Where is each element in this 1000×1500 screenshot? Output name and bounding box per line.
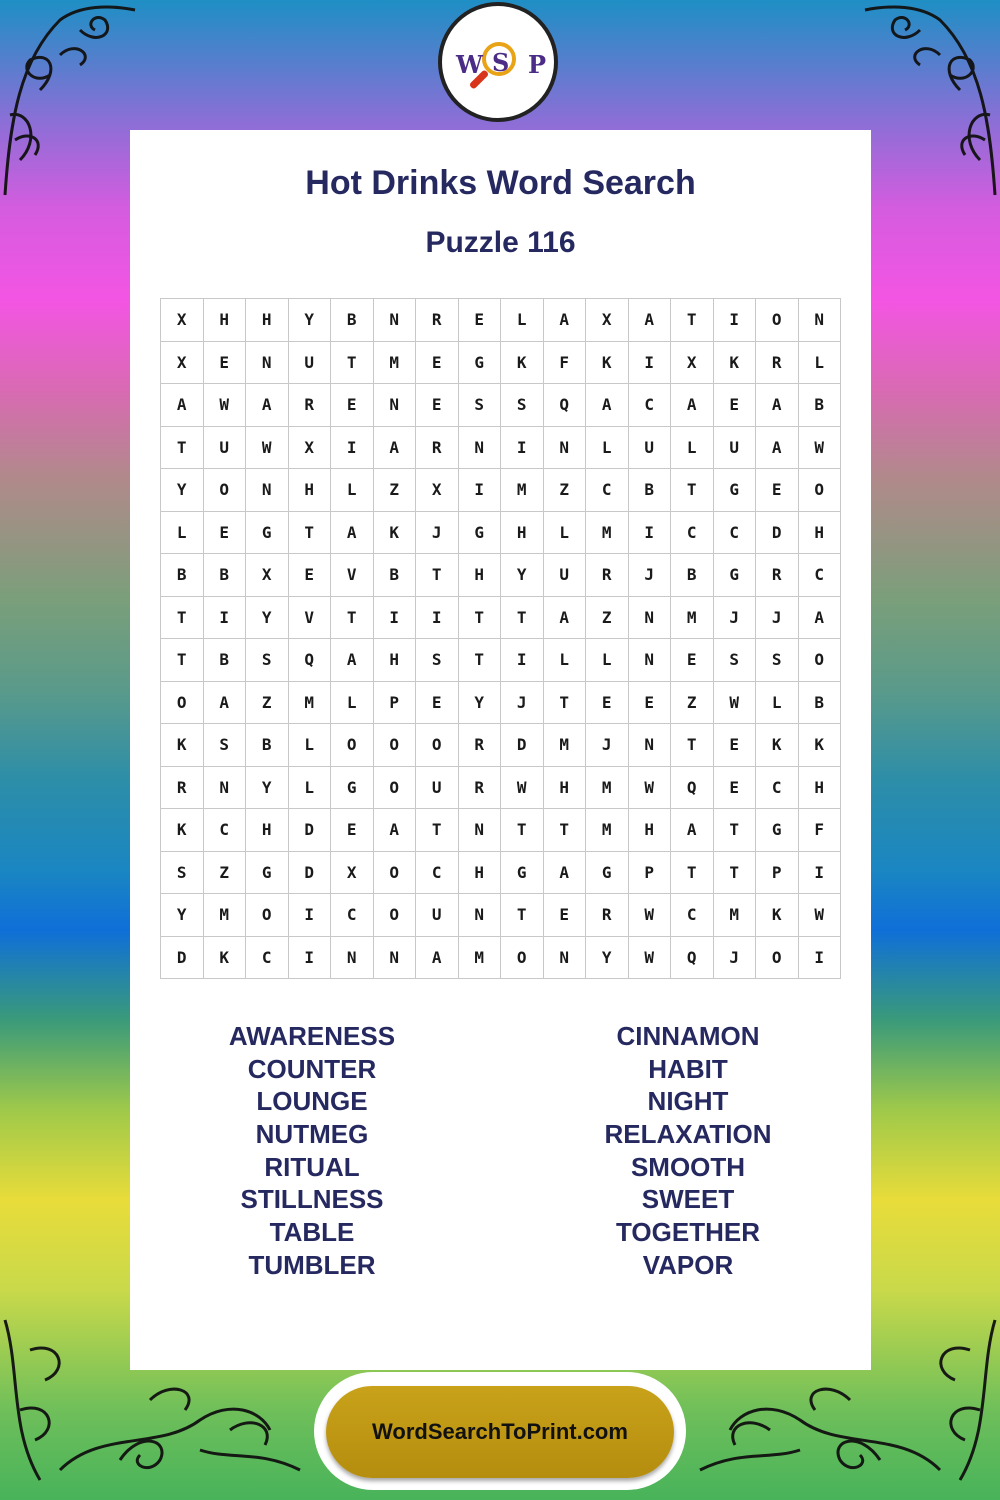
grid-cell[interactable]: L (289, 767, 332, 810)
grid-cell[interactable]: F (544, 342, 587, 385)
grid-cell[interactable]: J (501, 682, 544, 725)
grid-cell[interactable]: L (671, 427, 714, 470)
grid-cell[interactable]: E (714, 767, 757, 810)
grid-cell[interactable]: V (289, 597, 332, 640)
grid-cell[interactable]: S (246, 639, 289, 682)
grid-cell[interactable]: W (799, 427, 842, 470)
grid-cell[interactable]: N (246, 342, 289, 385)
grid-cell[interactable]: C (416, 852, 459, 895)
logo-letter-w: W (456, 50, 483, 79)
grid-cell[interactable]: Y (161, 894, 204, 937)
grid-cell[interactable]: Y (289, 299, 332, 342)
grid-cell[interactable]: O (246, 894, 289, 937)
grid-cell[interactable]: P (756, 852, 799, 895)
grid-cell[interactable]: D (501, 724, 544, 767)
grid-cell[interactable]: J (714, 937, 757, 980)
grid-cell[interactable]: E (544, 894, 587, 937)
grid-cell[interactable]: W (246, 427, 289, 470)
grid-cell[interactable]: Q (289, 639, 332, 682)
grid-cell[interactable]: K (586, 342, 629, 385)
grid-cell[interactable]: L (756, 682, 799, 725)
grid-cell[interactable]: X (161, 342, 204, 385)
grid-cell[interactable]: T (671, 299, 714, 342)
grid-cell[interactable]: G (586, 852, 629, 895)
grid-cell[interactable]: K (756, 894, 799, 937)
grid-cell[interactable]: A (544, 852, 587, 895)
grid-cell[interactable]: O (416, 724, 459, 767)
grid-cell[interactable]: I (629, 342, 672, 385)
grid-cell[interactable]: T (671, 724, 714, 767)
word-list-item: SMOOTH (630, 1151, 746, 1182)
letter-grid (160, 298, 841, 979)
grid-cell[interactable]: S (714, 639, 757, 682)
grid-cell[interactable]: B (799, 682, 842, 725)
grid-cell[interactable]: U (416, 767, 459, 810)
grid-cell[interactable]: H (544, 767, 587, 810)
grid-cell[interactable]: D (289, 809, 332, 852)
grid-cell[interactable]: J (756, 597, 799, 640)
grid-cell[interactable]: V (331, 554, 374, 597)
grid-cell[interactable]: W (629, 894, 672, 937)
grid-cell[interactable]: O (374, 852, 417, 895)
grid-cell[interactable]: E (459, 299, 502, 342)
grid-cell[interactable]: T (714, 852, 757, 895)
grid-cell[interactable]: O (799, 639, 842, 682)
grid-cell[interactable]: M (374, 342, 417, 385)
grid-cell[interactable]: S (501, 384, 544, 427)
grid-cell[interactable]: W (714, 682, 757, 725)
grid-cell[interactable]: Y (161, 469, 204, 512)
grid-cell[interactable]: C (671, 512, 714, 555)
ornament-top-left (0, 0, 140, 200)
grid-cell[interactable]: S (416, 639, 459, 682)
grid-cell[interactable]: C (756, 767, 799, 810)
grid-cell[interactable]: H (246, 299, 289, 342)
grid-cell[interactable]: O (161, 682, 204, 725)
website-link-button[interactable]: WordSearchToPrint.com (326, 1386, 674, 1478)
grid-cell[interactable]: O (374, 767, 417, 810)
grid-cell[interactable]: M (459, 937, 502, 980)
grid-cell[interactable]: U (289, 342, 332, 385)
grid-cell[interactable]: E (416, 384, 459, 427)
grid-cell[interactable]: R (756, 342, 799, 385)
grid-cell[interactable]: E (714, 384, 757, 427)
grid-cell[interactable]: A (374, 427, 417, 470)
grid-cell[interactable]: H (204, 299, 247, 342)
grid-cell[interactable]: P (374, 682, 417, 725)
grid-cell[interactable]: E (671, 639, 714, 682)
grid-cell[interactable]: L (544, 639, 587, 682)
grid-cell[interactable]: U (416, 894, 459, 937)
grid-cell[interactable]: I (204, 597, 247, 640)
grid-cell[interactable]: W (629, 937, 672, 980)
grid-cell[interactable]: M (586, 767, 629, 810)
word-list-item: NUTMEG (255, 1119, 369, 1150)
grid-cell[interactable]: X (246, 554, 289, 597)
grid-cell[interactable]: I (629, 512, 672, 555)
word-list-item: TOGETHER (616, 1217, 760, 1248)
grid-cell[interactable]: A (161, 384, 204, 427)
grid-cell[interactable]: C (799, 554, 842, 597)
word-list-item: AWARENESS (228, 1021, 396, 1051)
grid-cell[interactable]: M (714, 894, 757, 937)
grid-cell[interactable]: H (799, 512, 842, 555)
grid-cell[interactable]: E (289, 554, 332, 597)
grid-cell[interactable]: A (331, 639, 374, 682)
grid-cell[interactable]: X (289, 427, 332, 470)
grid-cell[interactable]: Y (501, 554, 544, 597)
grid-cell[interactable]: T (714, 809, 757, 852)
grid-cell[interactable]: E (204, 512, 247, 555)
grid-cell[interactable]: L (544, 512, 587, 555)
grid-cell[interactable]: A (246, 384, 289, 427)
grid-cell[interactable]: S (756, 639, 799, 682)
grid-cell[interactable]: G (714, 469, 757, 512)
grid-cell[interactable]: L (161, 512, 204, 555)
grid-cell[interactable]: O (204, 469, 247, 512)
grid-cell[interactable]: Y (586, 937, 629, 980)
grid-cell[interactable]: K (799, 724, 842, 767)
grid-cell[interactable]: N (459, 809, 502, 852)
grid-cell[interactable]: Q (671, 937, 714, 980)
grid-cell[interactable]: X (671, 342, 714, 385)
grid-cell[interactable]: H (799, 767, 842, 810)
grid-cell[interactable]: B (331, 299, 374, 342)
grid-cell[interactable]: A (586, 384, 629, 427)
grid-cell[interactable]: N (246, 469, 289, 512)
grid-cell[interactable]: O (756, 299, 799, 342)
grid-cell[interactable]: W (204, 384, 247, 427)
grid-cell[interactable]: U (714, 427, 757, 470)
grid-cell[interactable]: N (459, 894, 502, 937)
grid-cell[interactable]: D (289, 852, 332, 895)
page-title: Hot Drinks Word Search (305, 164, 696, 202)
word-list-item: NIGHT (647, 1086, 729, 1117)
grid-cell[interactable]: R (289, 384, 332, 427)
grid-cell[interactable]: I (501, 639, 544, 682)
grid-cell[interactable]: R (459, 767, 502, 810)
grid-cell[interactable]: G (756, 809, 799, 852)
grid-cell[interactable]: K (204, 937, 247, 980)
grid-cell[interactable]: G (246, 852, 289, 895)
grid-cell[interactable]: R (416, 299, 459, 342)
grid-cell[interactable]: H (501, 512, 544, 555)
grid-cell[interactable]: A (204, 682, 247, 725)
grid-cell[interactable]: M (586, 512, 629, 555)
grid-cell[interactable]: I (331, 427, 374, 470)
grid-cell[interactable]: E (416, 682, 459, 725)
grid-cell[interactable]: A (331, 512, 374, 555)
grid-cell[interactable]: R (459, 724, 502, 767)
grid-cell[interactable]: Q (671, 767, 714, 810)
grid-cell[interactable]: L (586, 427, 629, 470)
grid-cell[interactable]: M (671, 597, 714, 640)
grid-cell[interactable]: Z (671, 682, 714, 725)
logo-letter-p: P (528, 50, 547, 79)
grid-cell[interactable]: A (374, 809, 417, 852)
grid-cell[interactable]: X (586, 299, 629, 342)
grid-cell[interactable]: C (204, 809, 247, 852)
grid-cell[interactable]: C (331, 894, 374, 937)
grid-cell[interactable]: C (586, 469, 629, 512)
grid-cell[interactable]: K (501, 342, 544, 385)
grid-cell[interactable]: A (799, 597, 842, 640)
grid-cell[interactable]: A (756, 384, 799, 427)
grid-cell[interactable]: O (756, 937, 799, 980)
grid-cell[interactable]: S (204, 724, 247, 767)
grid-cell[interactable]: N (374, 937, 417, 980)
grid-cell[interactable]: O (374, 724, 417, 767)
grid-cell[interactable]: H (246, 809, 289, 852)
grid-cell[interactable]: X (161, 299, 204, 342)
grid-cell[interactable]: M (544, 724, 587, 767)
grid-cell[interactable]: W (501, 767, 544, 810)
grid-cell[interactable]: Z (544, 469, 587, 512)
grid-cell[interactable]: I (289, 937, 332, 980)
grid-cell[interactable]: H (459, 554, 502, 597)
grid-cell[interactable]: B (246, 724, 289, 767)
grid-cell[interactable]: U (204, 427, 247, 470)
word-list-item: LOUNGE (256, 1086, 368, 1117)
grid-cell[interactable]: I (374, 597, 417, 640)
grid-cell[interactable]: X (416, 469, 459, 512)
grid-cell[interactable]: N (374, 299, 417, 342)
grid-cell[interactable]: G (501, 852, 544, 895)
grid-cell[interactable]: Z (586, 597, 629, 640)
grid-cell[interactable]: A (629, 299, 672, 342)
grid-cell[interactable]: N (204, 767, 247, 810)
grid-cell[interactable]: N (374, 384, 417, 427)
grid-cell[interactable]: R (756, 554, 799, 597)
word-list-item: SWEET (641, 1184, 735, 1215)
grid-cell[interactable]: Y (459, 682, 502, 725)
grid-cell[interactable]: L (586, 639, 629, 682)
word-list-right (538, 1020, 838, 1282)
grid-cell[interactable]: N (544, 937, 587, 980)
grid-cell[interactable]: M (586, 809, 629, 852)
grid-cell[interactable]: U (544, 554, 587, 597)
grid-cell[interactable]: T (331, 597, 374, 640)
grid-cell[interactable]: T (161, 427, 204, 470)
grid-cell[interactable]: A (671, 809, 714, 852)
grid-cell[interactable]: E (331, 384, 374, 427)
grid-cell[interactable]: I (459, 469, 502, 512)
grid-cell[interactable]: D (161, 937, 204, 980)
grid-cell[interactable]: B (204, 639, 247, 682)
grid-cell[interactable]: M (289, 682, 332, 725)
grid-cell[interactable]: K (756, 724, 799, 767)
grid-cell[interactable]: X (331, 852, 374, 895)
ornament-top-right (860, 0, 1000, 200)
grid-cell[interactable]: T (544, 682, 587, 725)
puzzle-number: Puzzle 116 (425, 226, 576, 259)
grid-cell[interactable]: L (501, 299, 544, 342)
grid-cell[interactable]: R (586, 894, 629, 937)
grid-cell[interactable]: N (799, 299, 842, 342)
word-list-item: RITUAL (264, 1151, 360, 1182)
grid-cell[interactable]: L (799, 342, 842, 385)
grid-cell[interactable]: T (671, 852, 714, 895)
grid-cell[interactable]: O (799, 469, 842, 512)
grid-cell[interactable]: I (501, 427, 544, 470)
grid-cell[interactable]: L (331, 682, 374, 725)
grid-cell[interactable]: M (501, 469, 544, 512)
grid-cell[interactable]: E (204, 342, 247, 385)
grid-cell[interactable]: Z (246, 682, 289, 725)
puzzle-panel (130, 130, 871, 1370)
word-list-item: TUMBLER (248, 1249, 376, 1280)
grid-cell[interactable]: K (161, 809, 204, 852)
grid-cell[interactable]: E (331, 809, 374, 852)
grid-cell[interactable]: J (586, 724, 629, 767)
grid-cell[interactable]: E (416, 342, 459, 385)
grid-cell[interactable]: N (629, 639, 672, 682)
grid-cell[interactable]: E (756, 469, 799, 512)
grid-cell[interactable]: H (289, 469, 332, 512)
grid-cell[interactable]: T (416, 809, 459, 852)
grid-cell[interactable]: G (246, 512, 289, 555)
grid-cell[interactable]: T (289, 512, 332, 555)
grid-cell[interactable]: K (374, 512, 417, 555)
grid-cell[interactable]: B (204, 554, 247, 597)
grid-cell[interactable]: M (204, 894, 247, 937)
grid-cell[interactable]: T (671, 469, 714, 512)
word-list-item: CINNAMON (616, 1021, 760, 1051)
grid-cell[interactable]: O (374, 894, 417, 937)
grid-cell[interactable]: C (671, 894, 714, 937)
grid-cell[interactable]: A (544, 597, 587, 640)
grid-cell[interactable]: H (374, 639, 417, 682)
grid-cell[interactable]: Z (374, 469, 417, 512)
grid-cell[interactable]: A (671, 384, 714, 427)
grid-cell[interactable]: B (799, 384, 842, 427)
word-list-left (162, 1020, 462, 1282)
grid-cell[interactable]: H (459, 852, 502, 895)
grid-cell[interactable]: A (756, 427, 799, 470)
grid-cell[interactable]: H (629, 809, 672, 852)
site-logo[interactable] (438, 2, 558, 122)
grid-cell[interactable]: T (501, 597, 544, 640)
grid-cell[interactable]: F (799, 809, 842, 852)
grid-cell[interactable]: J (714, 597, 757, 640)
grid-cell[interactable]: R (416, 427, 459, 470)
word-list-item: HABIT (648, 1053, 728, 1084)
grid-cell[interactable]: T (459, 597, 502, 640)
grid-cell[interactable]: E (586, 682, 629, 725)
grid-cell[interactable]: U (629, 427, 672, 470)
word-list-item: TABLE (269, 1217, 355, 1248)
grid-cell[interactable]: T (544, 809, 587, 852)
word-list-item: COUNTER (247, 1053, 377, 1084)
grid-cell[interactable]: J (416, 512, 459, 555)
grid-cell[interactable]: I (714, 299, 757, 342)
grid-cell[interactable]: T (161, 639, 204, 682)
word-list-item: STILLNESS (240, 1184, 384, 1215)
grid-cell[interactable]: W (799, 894, 842, 937)
grid-cell[interactable]: E (629, 682, 672, 725)
grid-cell[interactable]: T (331, 342, 374, 385)
grid-cell[interactable]: B (161, 554, 204, 597)
grid-cell[interactable]: T (416, 554, 459, 597)
grid-cell[interactable]: I (289, 894, 332, 937)
grid-cell[interactable]: C (246, 937, 289, 980)
grid-cell[interactable]: O (501, 937, 544, 980)
grid-cell[interactable]: K (714, 342, 757, 385)
grid-cell[interactable]: R (161, 767, 204, 810)
grid-cell[interactable]: Z (204, 852, 247, 895)
logo-letter-s: S (492, 48, 510, 77)
grid-cell[interactable]: C (629, 384, 672, 427)
grid-cell[interactable]: J (629, 554, 672, 597)
grid-cell[interactable]: I (416, 597, 459, 640)
grid-cell[interactable]: S (459, 384, 502, 427)
grid-cell[interactable]: G (714, 554, 757, 597)
grid-cell[interactable]: B (671, 554, 714, 597)
grid-cell[interactable]: L (331, 469, 374, 512)
grid-cell[interactable]: I (799, 852, 842, 895)
grid-cell[interactable]: K (161, 724, 204, 767)
grid-cell[interactable]: Y (246, 597, 289, 640)
grid-cell[interactable]: T (501, 894, 544, 937)
grid-cell[interactable]: G (331, 767, 374, 810)
grid-cell[interactable]: B (629, 469, 672, 512)
grid-cell[interactable]: N (629, 724, 672, 767)
grid-cell[interactable]: Q (544, 384, 587, 427)
word-list-item: VAPOR (642, 1249, 734, 1280)
grid-cell[interactable]: N (331, 937, 374, 980)
grid-cell[interactable]: D (756, 512, 799, 555)
grid-cell[interactable]: T (459, 639, 502, 682)
grid-cell[interactable]: G (459, 342, 502, 385)
grid-cell[interactable]: A (416, 937, 459, 980)
grid-cell[interactable]: T (161, 597, 204, 640)
grid-cell[interactable]: E (714, 724, 757, 767)
grid-cell[interactable]: O (331, 724, 374, 767)
grid-cell[interactable]: N (629, 597, 672, 640)
grid-cell[interactable]: G (459, 512, 502, 555)
grid-cell[interactable]: I (799, 937, 842, 980)
grid-cell[interactable]: S (161, 852, 204, 895)
grid-cell[interactable]: P (629, 852, 672, 895)
grid-cell[interactable]: A (544, 299, 587, 342)
grid-cell[interactable]: Y (246, 767, 289, 810)
grid-cell[interactable]: B (374, 554, 417, 597)
grid-cell[interactable]: L (289, 724, 332, 767)
grid-cell[interactable]: N (459, 427, 502, 470)
grid-cell[interactable]: N (544, 427, 587, 470)
word-list-item: RELAXATION (604, 1119, 772, 1150)
grid-cell[interactable]: T (501, 809, 544, 852)
grid-cell[interactable]: C (714, 512, 757, 555)
grid-cell[interactable]: R (586, 554, 629, 597)
grid-cell[interactable]: W (629, 767, 672, 810)
